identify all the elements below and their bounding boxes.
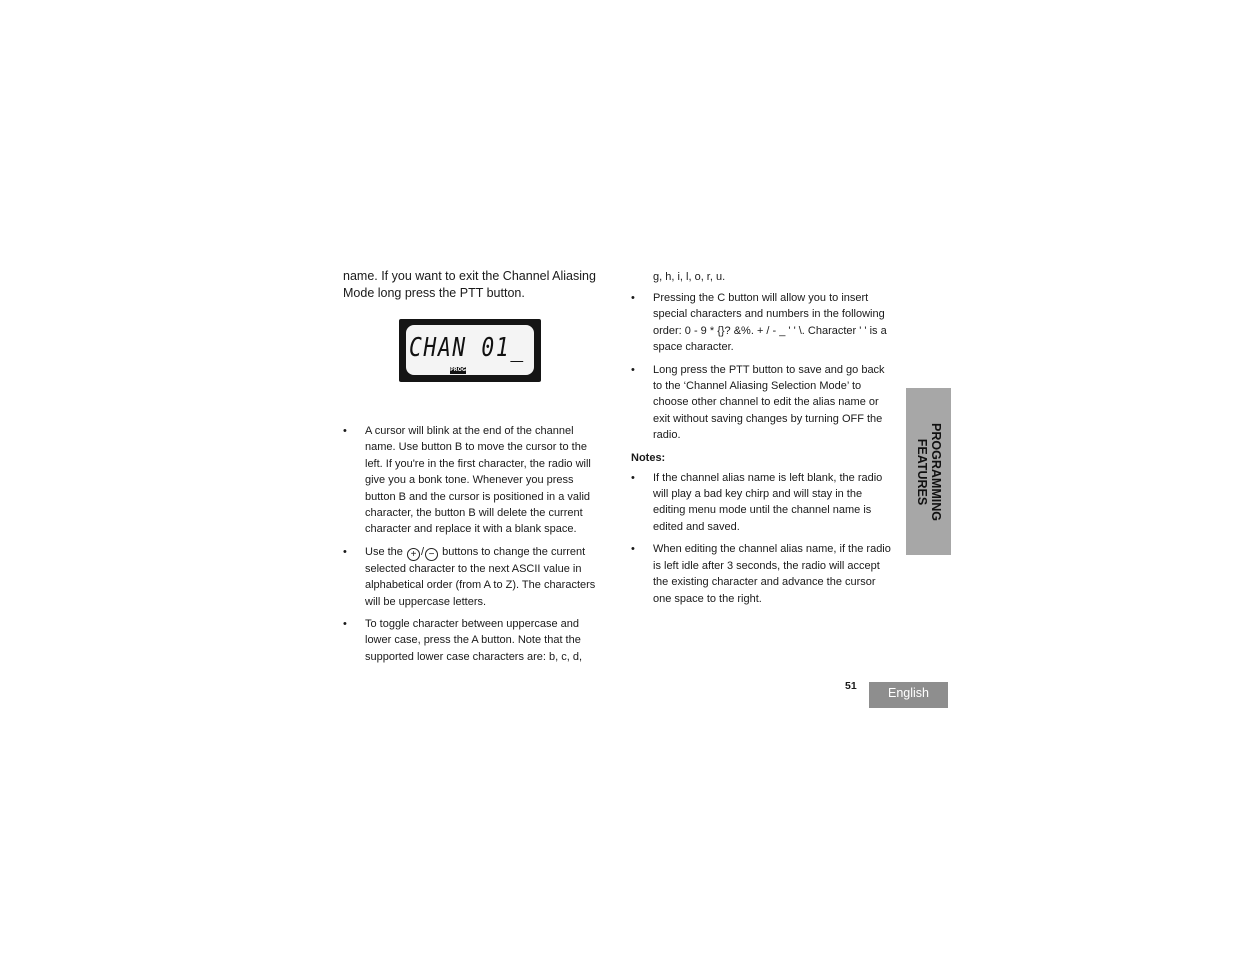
bullet-dot: •	[343, 425, 347, 437]
bullet-dot: •	[631, 471, 635, 484]
left-column	[343, 423, 605, 671]
notes-heading: Notes:	[631, 451, 666, 464]
section-tab-line-2: FEATURES	[914, 438, 929, 505]
bullet-text: To toggle character between uppercase and lower case, press the A button. Note that the supported lower case characters are: b, c, d,	[365, 618, 583, 663]
bullet-text: Pressing the C button will allow you to insert special characters and numbers in the following order: 0 - 9 * {}? &%. + / - _ ' ' \. Character ' ' is a space character.	[653, 292, 887, 354]
bullet-text-suffix: buttons to change the current selected character to the next ASCII value in alphabetical order (from A to Z). The characters will be uppercase letters.	[365, 545, 596, 608]
bullet-text-prefix: Use the	[365, 545, 403, 558]
page-number: 51	[845, 680, 857, 692]
right-column	[631, 269, 893, 613]
list-item	[631, 362, 893, 444]
minus-button-icon: −	[425, 548, 438, 561]
section-side-tab	[906, 388, 951, 555]
list-item	[343, 423, 605, 538]
plus-button-icon: +	[407, 548, 420, 561]
prog-indicator: PROG	[450, 367, 466, 373]
continued-text: g, h, i, l, o, r, u.	[653, 271, 726, 283]
lcd-screen	[406, 325, 534, 375]
icon-separator: /	[420, 545, 425, 558]
list-item	[343, 616, 605, 665]
list-item	[631, 290, 893, 356]
bullet-dot: •	[631, 543, 635, 556]
bullet-dot: •	[343, 618, 347, 631]
list-item	[631, 541, 893, 607]
lcd-display-figure	[399, 319, 541, 382]
bullet-text: Long press the PTT button to save and go back to the ‘Channel Aliasing Selection Mode’ to choose other channel to edit the alias name or exit without saving changes by turning OFF the radio.	[653, 363, 885, 442]
section-tab-label	[915, 423, 943, 521]
bullet-dot: •	[631, 292, 635, 304]
list-item	[343, 544, 605, 610]
section-tab-line-1: PROGRAMMING	[928, 422, 943, 521]
language-tab: English	[869, 682, 948, 708]
bullet-dot: •	[631, 363, 635, 376]
intro-paragraph: name. If you want to exit the Channel Aliasing Mode long press the PTT button.	[343, 269, 596, 300]
bullet-text: A cursor will blink at the end of the channel name. Use button B to move the cursor to the left. If you're in the first character, the radio will give you a bonk tone. Whenever you press button B and the cursor is positioned in a valid character, the button B will delete the current character and replace it with a blank space.	[365, 425, 591, 536]
lcd-display-text: CHAN 01_	[409, 333, 525, 363]
list-item	[631, 470, 893, 536]
note-text: If the channel alias name is left blank, the radio will play a bad key chirp and will stay in the editing menu mode until the channel name is edited and saved.	[653, 471, 883, 533]
note-text: When editing the channel alias name, if the radio is left idle after 3 seconds, the radio will accept the existing character and advance the cursor one space to the right.	[653, 543, 891, 605]
bullet-dot: •	[343, 545, 347, 558]
